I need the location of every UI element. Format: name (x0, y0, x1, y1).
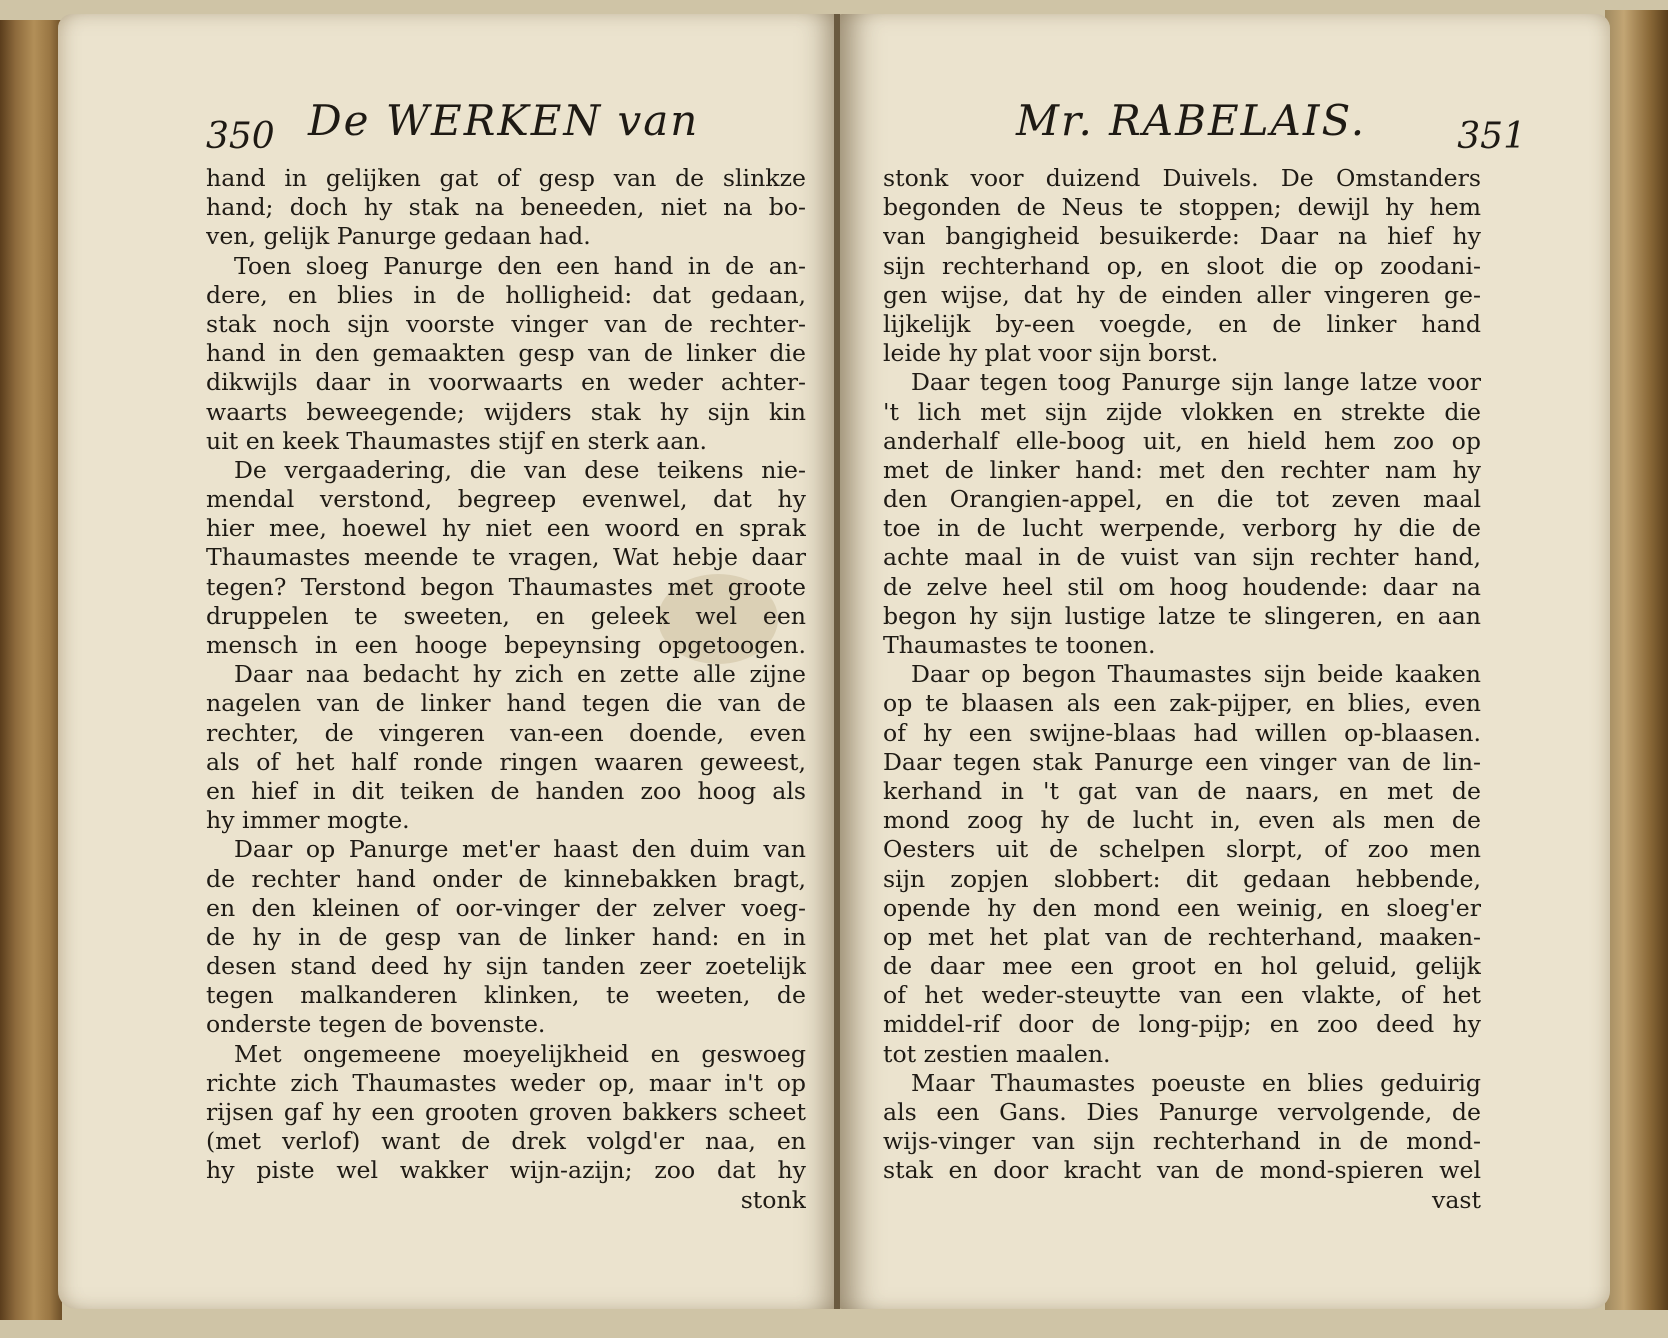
text-line: of het weder-steuytte van een vlakte, of het (883, 981, 1481, 1010)
text-line: met de linker hand: met den rechter nam hy (883, 455, 1481, 484)
text-line: rechter, de vingeren van-een doende, even (206, 718, 806, 747)
text-line: gen wijse, dat hy de einden aller vingeren ge- (883, 280, 1481, 309)
text-line: 't lich met sijn zijde vlokken en strekte die (883, 397, 1481, 426)
text-line: sijn zopjen slobbert: dit gedaan hebbende, (883, 864, 1481, 893)
text-line: anderhalf elle-boog uit, en hield hem zoo op (883, 426, 1481, 455)
right-page-header (966, 96, 1526, 156)
text-line: rijsen gaf hy een grooten groven bakkers scheet (206, 1098, 806, 1126)
text-line: Daar op begon Thaumastes sijn beide kaaken (911, 660, 1481, 689)
text-line: stak en door kracht van de mond-spieren wel (883, 1156, 1481, 1185)
text-line: begon hy sijn lustige latze te slingeren, en aan (883, 601, 1481, 630)
text-line: De vergaadering, die van dese teikens nie- (234, 455, 806, 484)
right-page-text (883, 164, 1481, 1215)
text-line: hand; doch hy stak na beneeden, niet na bo- (206, 193, 806, 222)
text-line: desen stand deed hy sijn tanden zeer zoetelijk (206, 952, 806, 981)
text-line: hand in gelijken gat of gesp van de slinkze (206, 164, 806, 192)
text-line: tegen? Terstond begon Thaumastes met groote (206, 572, 806, 601)
text-line: als of het half ronde ringen waaren geweest, (206, 747, 806, 776)
text-line: of hy een swijne-blaas had willen op-blaasen. (883, 718, 1481, 747)
text-line: leide hy plat voor sijn borst. (883, 339, 1219, 368)
text-line: tot zestien maalen. (883, 1039, 1111, 1068)
text-line: druppelen te sweeten, en geleek wel een (206, 601, 806, 630)
text-line: Toen sloeg Panurge den een hand in de an- (234, 251, 806, 280)
text-line: lijkelijk by-een voegde, en de linker hand (883, 309, 1481, 338)
text-line: (met verlof) want de drek volgd'er naa, en (206, 1127, 806, 1156)
text-line: op te blaasen als een zak-pijper, en blies, even (883, 689, 1481, 718)
text-line: de daar mee een groot en hol geluid, gelijk (883, 952, 1481, 981)
left-page-text (206, 164, 806, 1215)
text-line: van bangigheid besuikerde: Daar na hief hy (883, 222, 1481, 251)
text-line: en den kleinen of oor-vinger der zelver voeg- (206, 893, 806, 922)
text-line: mond zoog hy de lucht in, even als men de (883, 806, 1481, 835)
text-line: uit en keek Thaumastes stijf en sterk aan. (206, 426, 707, 455)
text-line: Met ongemeene moeyelijkheid en geswoeg (234, 1039, 806, 1068)
catchword: stonk (740, 1185, 806, 1214)
text-line: tegen malkanderen klinken, te weeten, de (206, 981, 806, 1010)
book-cover-right-edge (1605, 10, 1668, 1310)
running-title: Mr. RABELAIS. (1016, 96, 1367, 145)
text-line: hand in den gemaakten gesp van de linker die (206, 339, 806, 368)
text-line: en hief in dit teiken de handen zoo hoog als (206, 776, 806, 805)
text-line: op met het plat van de rechterhand, maaken- (883, 922, 1481, 951)
text-line: stak noch sijn voorste vinger van de rechter- (206, 309, 806, 338)
left-page-header (206, 96, 766, 156)
text-line: als een Gans. Dies Panurge vervolgende, de (883, 1098, 1481, 1126)
text-line: kerhand in 't gat van de naars, en met de (883, 776, 1481, 805)
text-line: Daar naa bedacht hy zich en zette alle zijne (234, 660, 806, 689)
text-line: Thaumastes meende te vragen, Wat hebje daar (206, 543, 806, 572)
text-line: wijs-vinger van sijn rechterhand in de mond- (883, 1127, 1481, 1156)
text-line: begonden de Neus te stoppen; dewijl hy hem (883, 193, 1481, 222)
text-line: mendal verstond, begreep evenwel, dat hy (206, 485, 806, 514)
left-page (58, 14, 841, 1309)
text-line: hier mee, hoewel hy niet een woord en sprak (206, 514, 806, 543)
text-line: onderste tegen de bovenste. (206, 1010, 546, 1039)
text-line: hy piste wel wakker wijn-azijn; zoo dat hy (206, 1156, 806, 1185)
text-line: den Orangien-appel, en die tot zeven maal (883, 485, 1481, 514)
text-line: mensch in een hooge bepeynsing opgetoogen. (206, 631, 806, 659)
text-line: Daar tegen stak Panurge een vinger van de lin- (883, 747, 1481, 776)
page-number: 351 (1457, 116, 1526, 157)
book-cover-left-edge (0, 20, 62, 1320)
text-line: de zelve heel stil om hoog houdende: daar na (883, 572, 1481, 601)
text-line: ven, gelijk Panurge gedaan had. (206, 222, 591, 251)
text-line: Daar op Panurge met'er haast den duim van (234, 835, 806, 864)
text-line: Maar Thaumastes poeuste en blies geduirig (911, 1068, 1481, 1097)
text-line: Daar tegen toog Panurge sijn lange latze voor (911, 368, 1481, 397)
text-line: stonk voor duizend Duivels. De Omstanders (883, 164, 1481, 192)
text-line: sijn rechterhand op, en sloot die op zoodani- (883, 251, 1481, 280)
text-line: waarts beweegende; wijders stak hy sijn kin (206, 397, 806, 426)
text-line: nagelen van de linker hand tegen die van de (206, 689, 806, 718)
right-page (838, 14, 1610, 1309)
text-line: Thaumastes te toonen. (883, 631, 1156, 659)
book-gutter (834, 14, 840, 1309)
text-line: toe in de lucht werpende, verborg hy die de (883, 514, 1481, 543)
text-line: Oesters uit de schelpen slorpt, of zoo men (883, 835, 1481, 864)
text-line: de rechter hand onder de kinnebakken bragt, (206, 864, 806, 893)
page-number: 350 (206, 116, 275, 157)
text-line: opende hy den mond een weinig, en sloeg'er (883, 893, 1481, 922)
text-line: dikwijls daar in voorwaarts en weder achter- (206, 368, 806, 397)
running-title: De WERKEN van (308, 96, 700, 145)
text-line: dere, en blies in de holligheid: dat gedaan, (206, 280, 806, 309)
text-line: middel-rif door de long-pijp; en zoo deed hy (883, 1010, 1481, 1039)
text-line: richte zich Thaumastes weder op, maar in't op (206, 1068, 806, 1097)
text-line: de hy in de gesp van de linker hand: en in (206, 922, 806, 951)
text-line: hy immer mogte. (206, 806, 410, 835)
catchword: vast (1432, 1185, 1481, 1214)
text-line: achte maal in de vuist van sijn rechter hand, (883, 543, 1481, 572)
